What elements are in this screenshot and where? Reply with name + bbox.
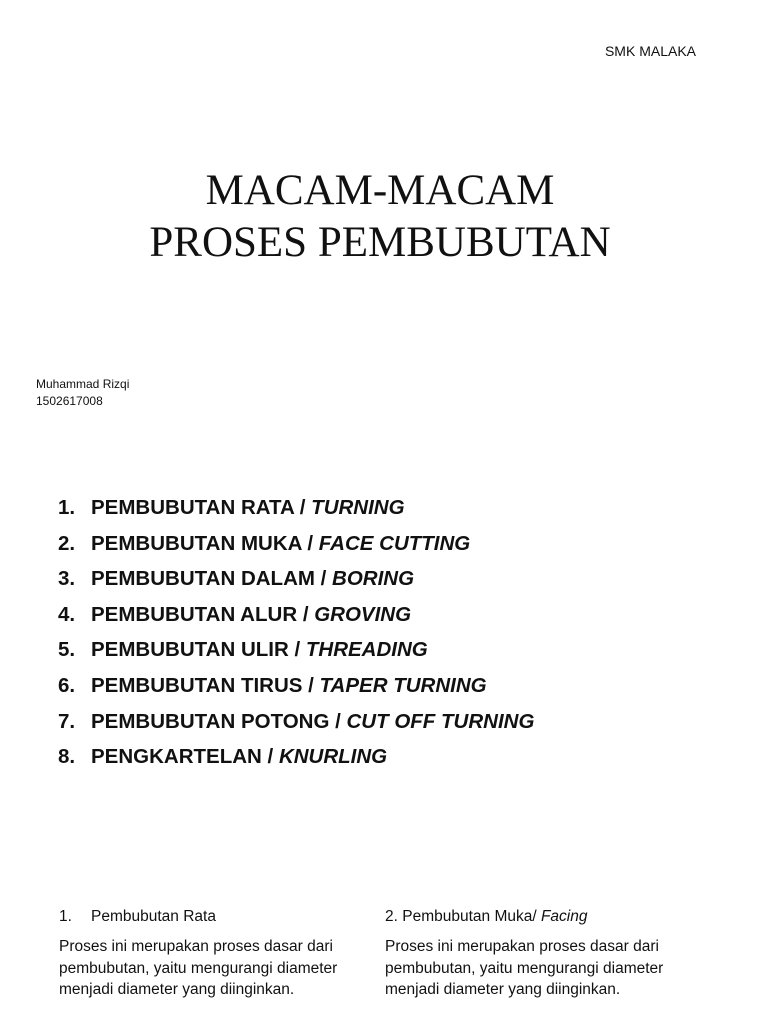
process-name: PEMBUBUTAN POTONG /	[91, 709, 347, 733]
author-id: 1502617008	[36, 394, 103, 408]
process-item	[58, 561, 534, 597]
school-name: SMK MALAKA	[604, 43, 696, 59]
process-item	[58, 526, 534, 562]
process-item	[58, 704, 534, 740]
process-item	[58, 490, 534, 526]
process-number: 2.	[58, 531, 76, 555]
title-line-1: MACAM-MACAM	[205, 167, 555, 214]
process-list	[58, 490, 534, 775]
process-name: PEMBUBUTAN RATA /	[91, 496, 312, 519]
process-name: PEMBUBUTAN TIRUS /	[91, 673, 320, 697]
process-name: PEMBUBUTAN DALAM /	[91, 567, 333, 591]
section-heading	[59, 906, 374, 928]
process-name: PENGKARTELAN /	[91, 745, 279, 769]
process-item	[58, 632, 534, 668]
process-english: GROVING	[314, 602, 412, 626]
author-block	[36, 376, 129, 410]
process-english: CUT OFF TURNING	[346, 709, 535, 733]
process-number: 1.	[58, 496, 76, 519]
process-number: 7.	[58, 709, 76, 733]
process-number: 4.	[58, 602, 76, 626]
section-number: 1.	[59, 908, 72, 925]
process-english: TURNING	[311, 496, 405, 519]
process-number: 6.	[58, 673, 76, 697]
process-english: FACE CUTTING	[318, 531, 471, 555]
section-title-english: Facing	[540, 908, 588, 925]
process-english: TAPER TURNING	[319, 673, 487, 697]
section-body: Proses ini merupakan proses dasar dari pembubutan, yaitu mengurangi diameter menjadi diameter yang diinginkan.	[385, 938, 664, 998]
section-turning	[59, 906, 374, 1001]
process-number: 3.	[58, 567, 76, 591]
section-title: 2. Pembubutan Muka/	[385, 908, 541, 925]
process-english: KNURLING	[278, 745, 388, 769]
section-facing	[385, 906, 700, 1001]
section-heading	[385, 906, 700, 928]
page-title	[0, 165, 760, 269]
process-number: 8.	[58, 745, 76, 769]
section-body: Proses ini merupakan proses dasar dari pembubutan, yaitu mengurangi diameter menjadi diameter yang diinginkan.	[59, 938, 338, 998]
author-name: Muhammad Rizqi	[36, 377, 130, 391]
title-line-2: PROSES PEMBUBUTAN	[149, 219, 611, 266]
process-name: PEMBUBUTAN ALUR /	[91, 602, 315, 626]
process-english: THREADING	[305, 638, 428, 662]
process-name: PEMBUBUTAN MUKA /	[91, 531, 319, 555]
process-english: BORING	[332, 567, 415, 591]
process-item	[58, 597, 534, 633]
process-item	[58, 739, 534, 775]
section-title: Pembubutan Rata	[91, 908, 216, 925]
process-number: 5.	[58, 638, 76, 662]
process-name: PEMBUBUTAN ULIR /	[91, 638, 306, 662]
process-item	[58, 668, 534, 704]
